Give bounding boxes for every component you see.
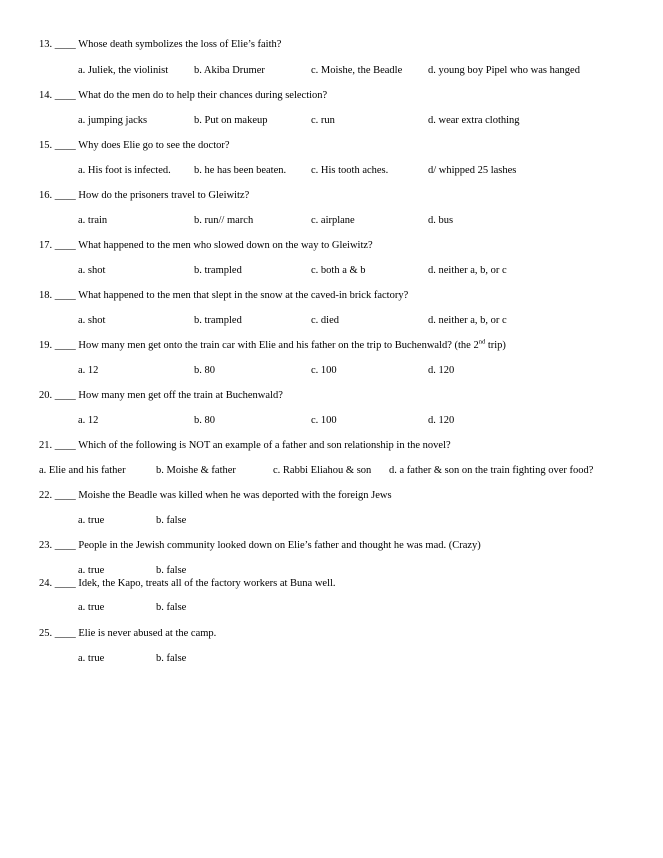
question-text-tail: trip): [485, 340, 506, 351]
option-d: d. neither a, b, or c: [428, 265, 507, 276]
question-text: How do the prisoners travel to Gleiwitz?: [78, 190, 250, 201]
question-text: What do the men do to help their chances during selection?: [78, 90, 328, 101]
answer-blank[interactable]: ____: [54, 240, 76, 251]
question-text: Why does Elie go to see the doctor?: [78, 140, 230, 151]
question-20: [39, 389, 283, 402]
ordinal-suffix: nd: [478, 338, 486, 346]
question-number: 23.: [39, 540, 53, 551]
question-text: People in the Jewish community looked down on Elie’s father and thought he was mad. (Crazy): [78, 540, 481, 551]
option-b: b. trampled: [194, 265, 242, 276]
option-c: c. 100: [311, 415, 337, 426]
option-a: a. true: [78, 515, 105, 526]
question-number: 20.: [39, 390, 53, 401]
option-d: d/ whipped 25 lashes: [428, 165, 517, 176]
question-number: 25.: [39, 628, 53, 639]
option-a: a. true: [78, 602, 105, 613]
question-21: [39, 439, 451, 452]
option-b: b. false: [156, 602, 187, 613]
option-b: b. false: [156, 515, 187, 526]
option-a: a. shot: [78, 315, 106, 326]
answer-blank[interactable]: ____: [54, 290, 76, 301]
option-a: a. 12: [78, 415, 99, 426]
option-b: b. false: [156, 565, 187, 576]
question-14: [39, 89, 327, 102]
answer-blank[interactable]: ____: [54, 190, 76, 201]
answer-blank[interactable]: ____: [54, 90, 76, 101]
question-18: [39, 289, 408, 302]
option-d: d. 120: [428, 415, 455, 426]
option-c: c. Rabbi Eliahou & son: [273, 465, 372, 476]
option-c: c. 100: [311, 365, 337, 376]
answer-blank[interactable]: ____: [54, 39, 76, 50]
option-b: b. trampled: [194, 315, 242, 326]
option-b: b. run// march: [194, 215, 254, 226]
option-b: b. Moishe & father: [156, 465, 236, 476]
answer-blank[interactable]: ____: [54, 140, 76, 151]
option-a: a. jumping jacks: [78, 115, 148, 126]
option-c: c. Moishe, the Beadle: [311, 65, 403, 76]
question-13: [39, 38, 281, 51]
option-b: b. 80: [194, 415, 215, 426]
option-b: b. 80: [194, 365, 215, 376]
option-a: a. His foot is infected.: [78, 165, 171, 176]
question-number: 21.: [39, 440, 53, 451]
question-number: 14.: [39, 90, 53, 101]
option-d: d. 120: [428, 365, 455, 376]
option-b: b. he has been beaten.: [194, 165, 287, 176]
option-a: a. true: [78, 565, 105, 576]
option-c: c. both a & b: [311, 265, 366, 276]
question-number: 22.: [39, 490, 53, 501]
answer-blank[interactable]: ____: [54, 490, 76, 501]
option-a: a. shot: [78, 265, 106, 276]
question-number: 16.: [39, 190, 53, 201]
question-15: [39, 139, 230, 152]
option-d: d. young boy Pipel who was hanged: [428, 65, 580, 76]
option-b: b. false: [156, 653, 187, 664]
answer-blank[interactable]: ____: [54, 390, 76, 401]
option-d: d. wear extra clothing: [428, 115, 520, 126]
option-a: a. Elie and his father: [39, 465, 126, 476]
question-number: 15.: [39, 140, 53, 151]
answer-blank[interactable]: ____: [54, 540, 76, 551]
option-c: c. died: [311, 315, 339, 326]
option-a: a. Juliek, the violinist: [78, 65, 169, 76]
question-text: Idek, the Kapo, treats all of the factory workers at Buna well.: [78, 578, 336, 589]
option-c: c. run: [311, 115, 335, 126]
question-text: Whose death symbolizes the loss of Elie’s faith?: [78, 39, 282, 50]
answer-blank[interactable]: ____: [54, 340, 76, 351]
option-c: c. airplane: [311, 215, 355, 226]
question-22: [39, 489, 392, 502]
option-a: a. true: [78, 653, 105, 664]
question-text: Elie is never abused at the camp.: [78, 628, 217, 639]
question-text: What happened to the men who slowed down on the way to Gleiwitz?: [78, 240, 373, 251]
option-d: d. a father & son on the train fighting over food?: [389, 465, 594, 476]
option-d: d. neither a, b, or c: [428, 315, 507, 326]
question-16: [39, 189, 249, 202]
question-text: Which of the following is NOT an example of a father and son relationship in the novel?: [78, 440, 451, 451]
question-19: [39, 339, 506, 352]
question-24: [39, 577, 336, 590]
question-text: What happened to the men that slept in the snow at the caved-in brick factory?: [78, 290, 409, 301]
question-number: 19.: [39, 340, 53, 351]
question-17: [39, 239, 373, 252]
option-d: d. bus: [428, 215, 454, 226]
question-number: 18.: [39, 290, 53, 301]
answer-blank[interactable]: ____: [54, 578, 76, 589]
question-number: 17.: [39, 240, 53, 251]
question-number: 24.: [39, 578, 53, 589]
question-text: Moishe the Beadle was killed when he was deported with the foreign Jews: [78, 490, 392, 501]
answer-blank[interactable]: ____: [54, 440, 76, 451]
option-a: a. train: [78, 215, 108, 226]
option-b: b. Akiba Drumer: [194, 65, 265, 76]
option-b: b. Put on makeup: [194, 115, 268, 126]
answer-blank[interactable]: ____: [54, 628, 76, 639]
question-text: How many men get onto the train car with Elie and his father on the trip to Buchenwald? (the 2: [78, 340, 479, 351]
question-25: [39, 627, 216, 640]
option-a: a. 12: [78, 365, 99, 376]
option-c: c. His tooth aches.: [311, 165, 389, 176]
question-23: [39, 539, 481, 552]
question-number: 13.: [39, 39, 53, 50]
question-text: How many men get off the train at Buchenwald?: [78, 390, 283, 401]
